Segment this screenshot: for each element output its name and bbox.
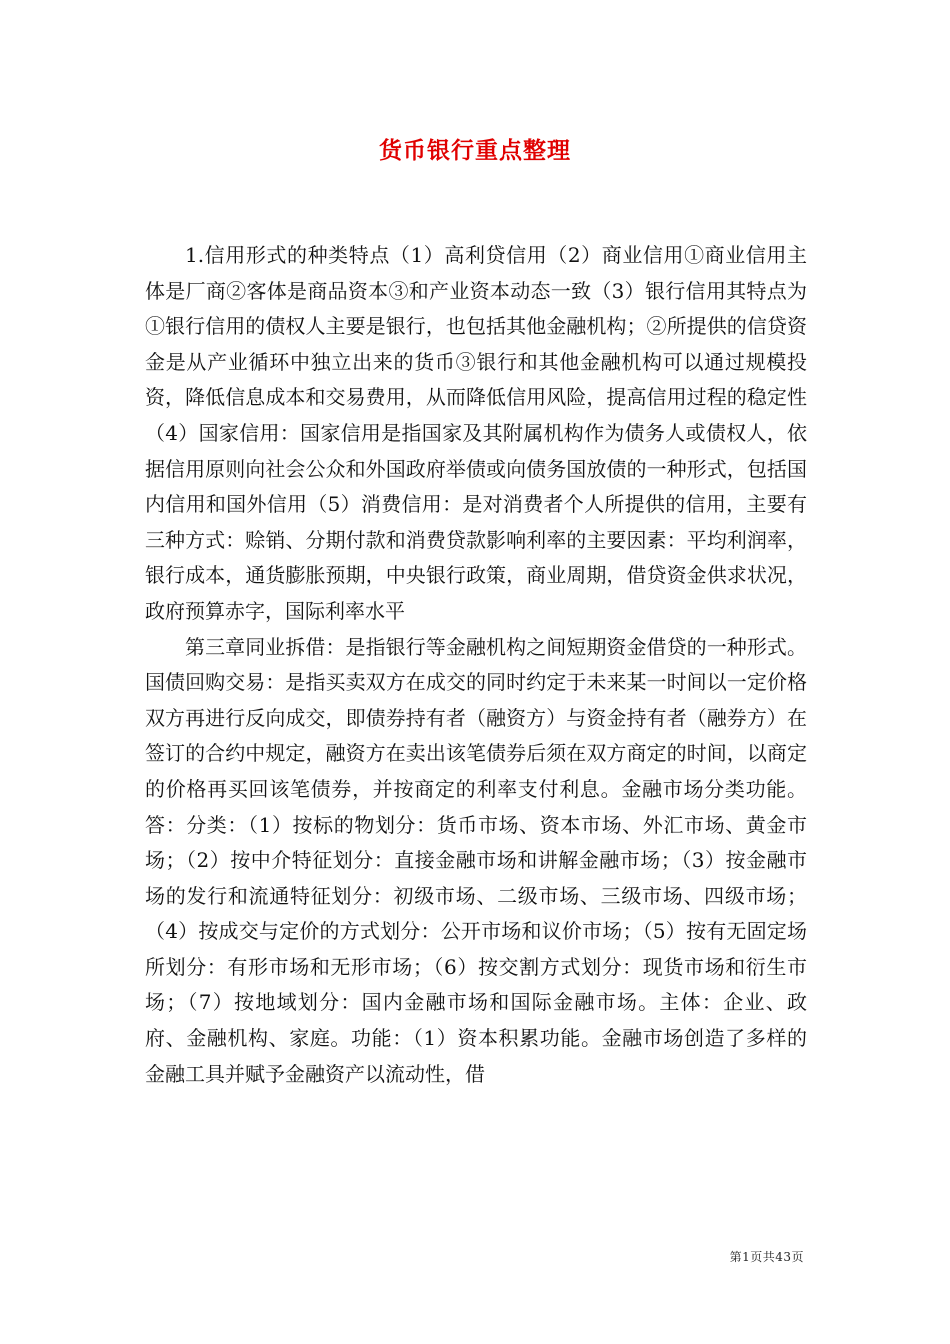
paragraph: 1.信用形式的种类特点（1）高利贷信用（2）商业信用①商业信用主体是厂商②客体是商品资本③和产业资本动态一致（3）银行信用其特点为①银行信用的债权人主要是银行，也包括其他金融机构；②所提供的信贷资金是从产业循环中独立出来的货币③银行和其他金融机构可以通过规模投资，降低信息成本和交易费用，从而降低信用风险，提高信用过程的稳定性（4）国家信用：国家信用是指国家及其附属机构作为债务人或债权人，依据信用原则向社会公众和外国政府举债或向债务国放债的一种形式，包括国内信用和国外信用（5）消费信用：是对消费者个人所提供的信用，主要有三种方式：赊销、分期付款和消费贷款影响利率的主要因素：平均利润率，银行成本，通货膨胀预期，中央银行政策，商业周期，借贷资金供求状况，政府预算赤字，国际利率水平 [145,243,807,623]
document-title: 货币银行重点整理 [379,137,571,164]
document-body [145,238,807,1092]
page-number: 第1页共43页 [729,1250,804,1264]
paragraph: 第三章同业拆借：是指银行等金融机构之间短期资金借贷的一种形式。国债回购交易：是指买卖双方在成交的同时约定于未来某一时间以一定价格双方再进行反向成交，即债券持有者（融资方）与资金持有者（融券方）在签订的合约中规定，融资方在卖出该笔债券后须在双方商定的时间，以商定的价格再买回该笔债券，并按商定的利率支付利息。金融市场分类功能。答：分类：（1）按标的物划分：货币市场、资本市场、外汇市场、黄金市场；（2）按中介特征划分：直接金融市场和讲解金融市场；（3）按金融市场的发行和流通特征划分：初级市场、二级市场、三级市场、四级市场；（4）按成交与定价的方式划分：公开市场和议价市场；（5）按有无固定场所划分：有形市场和无形市场；（6）按交割方式划分：现货市场和衍生市场；（7）按地域划分：国内金融市场和国际金融市场。主体：企业、政府、金融机构、家庭。功能：（1）资本积累功能。金融市场创造了多样的金融工具并赋予金融资产以流动性，借 [145,634,807,1086]
